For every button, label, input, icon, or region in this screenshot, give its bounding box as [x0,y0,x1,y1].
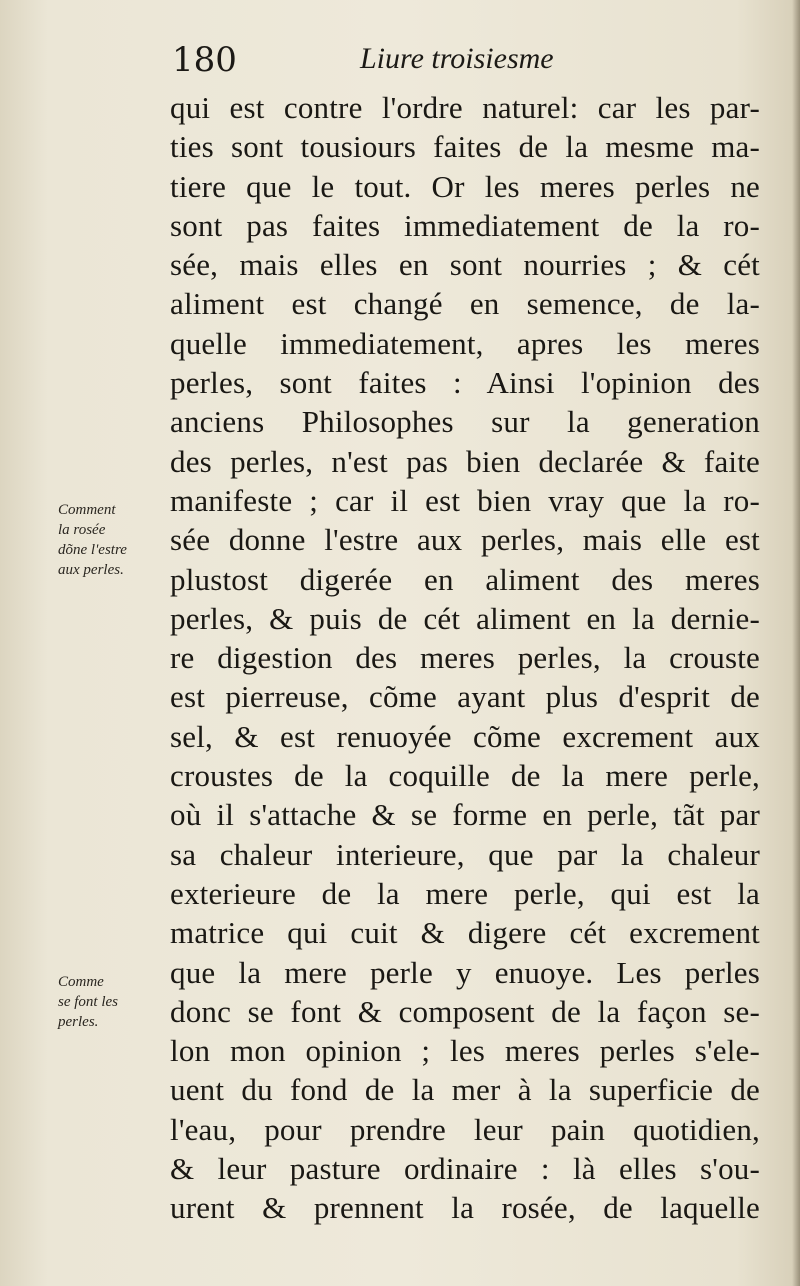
text-line: sa chaleur interieure, que par la chaleur [170,836,760,872]
text-line: l'eau, pour prendre leur pain quotidien, [170,1111,760,1147]
text-line: où il s'attache & se forme en perle, tãt par [170,797,760,833]
text-line: tiere que le tout. Or les meres perles ne [170,168,760,204]
text-line: sée, mais elles en sont nourries ; & cét [170,247,760,283]
margin-note-perles [58,972,170,1032]
text-line: exterieure de la mere perle, qui est la [170,875,760,911]
text-line: lon mon opinion ; les meres perles s'ele- [170,1033,760,1069]
text-line: sel, & est renuoyée cõme excrement aux [170,718,760,754]
margin-note-line: Comment [58,502,116,518]
margin-note-line: dõne l'estre [58,542,127,558]
text-line: manifeste ; car il est bien vray que la ro- [170,482,760,518]
text-line: qui est contre l'ordre naturel: car les par- [170,90,760,125]
text-line: matrice qui cuit & digere cét excrement [170,915,760,951]
text-line: que la mere perle y enuoye. Les perles [170,954,760,990]
text-line: perles, sont faites : Ainsi l'opinion des [170,365,760,401]
text-line: des perles, n'est pas bien declarée & faite [170,443,760,479]
text-line: perles, & puis de cét aliment en la dernie- [170,600,760,636]
text-line: re digestion des meres perles, la crouste [170,640,760,676]
running-title: Liure troisiesme [360,42,554,75]
text-line: quelle immediatement, apres les meres [170,325,760,361]
body-text [170,88,760,1228]
margin-note-line: aux perles. [58,562,124,578]
text-line: donc se font & composent de la façon se- [170,993,760,1029]
text-line: croustes de la coquille de la mere perle, [170,758,760,794]
text-line: urent & prennent la rosée, de laquelle [170,1190,760,1226]
margin-note-rosee [58,500,170,580]
text-line: sont pas faites immediatement de la ro- [170,207,760,243]
page-edge-shadow [792,0,800,1286]
running-header [172,40,612,90]
text-line: plustost digerée en aliment des meres [170,561,760,597]
margin-note-line: perles. [58,1014,99,1030]
text-line: sée donne l'estre aux perles, mais elle est [170,522,760,558]
text-line: ties sont tousiours faites de la mesme ma- [170,129,760,165]
text-line: aliment est changé en semence, de la- [170,286,760,322]
margin-note-line: Comme [58,974,104,990]
text-line: & leur pasture ordinaire : là elles s'ou- [170,1151,760,1187]
margin-note-line: la rosée [58,522,106,538]
text-line: uent du fond de la mer à la superficie de [170,1072,760,1108]
margin-note-line: se font les [58,994,118,1010]
text-line: anciens Philosophes sur la generation [170,404,760,440]
text-line: est pierreuse, cõme ayant plus d'esprit de [170,679,760,715]
page-number: 180 [172,40,237,80]
